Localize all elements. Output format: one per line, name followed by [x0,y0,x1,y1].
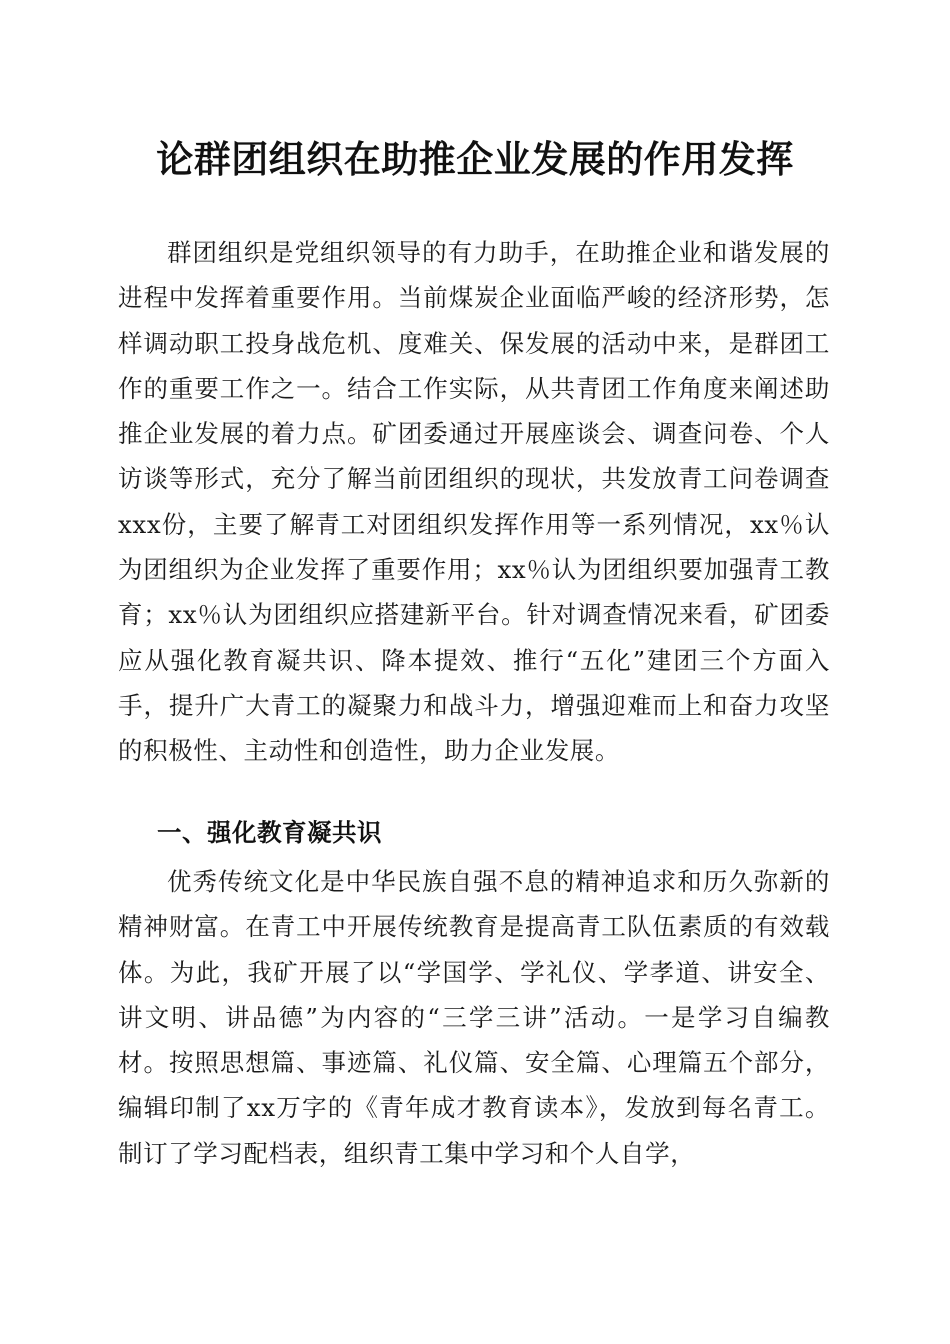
intro-paragraph: 群团组织是党组织领导的有力助手，在助推企业和谐发展的进程中发挥着重要作用。当前煤炭企业面临严峻的经济形势，怎样调动职工投身战危机、度难关、保发展的活动中来，是群团工作的重要工作之一。结合工作实际，从共青团工作角度来阐述助推企业发展的着力点。矿团委通过开展座谈会、调查问卷、个人访谈等形式，充分了解当前团组织的现状，共发放青工问卷调查xxx份，主要了解青工对团组织发挥作用等一系列情况，xx％认为团组织为企业发挥了重要作用；xx％认为团组织要加强青工教育；xx％认为团组织应搭建新平台。针对调查情况来看，矿团委应从强化教育凝共识、降本提效、推行“五化”建团三个方面入手，提升广大青工的凝聚力和战斗力，增强迎难而上和奋力攻坚的积极性、主动性和创造性，助力企业发展。 [118,238,830,766]
section-1-paragraph: 优秀传统文化是中华民族自强不息的精神追求和历久弥新的精神财富。在青工中开展传统教育是提高青工队伍素质的有效载体。为此，我矿开展了以“学国学、学礼仪、学孝道、讲安全、讲文明、讲品德”为内容的“三学三讲”活动。一是学习自编教材。按照思想篇、事迹篇、礼仪篇、安全篇、心理篇五个部分，编辑印制了xx万字的《青年成才教育读本》，发放到每名青工。制订了学习配档表，组织青工集中学习和个人自学， [118,867,830,1168]
document-title: 论群团组织在助推企业发展的作用发挥 [156,137,794,181]
section-heading-1: 一、强化教育凝共识 [157,818,382,847]
